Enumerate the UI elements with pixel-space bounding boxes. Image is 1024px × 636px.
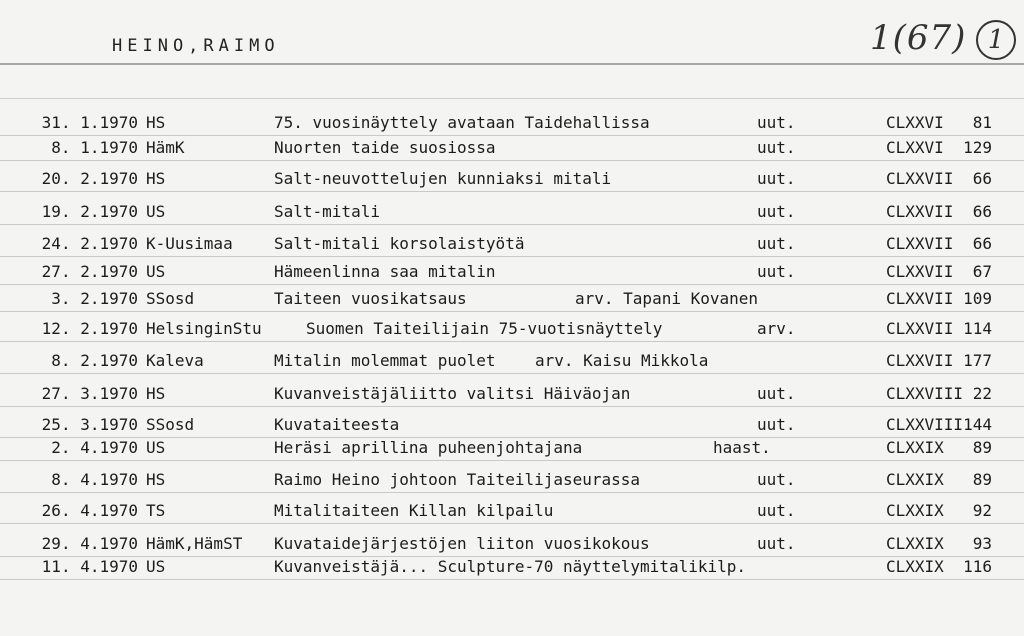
row-rule (0, 160, 1024, 161)
row-rule (0, 406, 1024, 407)
entry-date: 27. 2.1970 (41, 262, 138, 281)
entry-volume: CLXXVII (886, 289, 954, 308)
list-item (0, 110, 1024, 136)
entry-title: Kuvanveistäjäliitto valitsi Häiväojan (274, 384, 631, 403)
entry-type: uut. (757, 262, 796, 281)
header-rule-secondary (0, 98, 1024, 99)
entry-page: 92 (972, 501, 992, 520)
entry-title: Hämeenlinna saa mitalin (274, 262, 496, 281)
entry-page: 114 (963, 319, 992, 338)
entry-date: 3. 2.1970 (51, 289, 138, 308)
entry-source: HS (146, 113, 166, 132)
entry-volume: CLXXVIII (886, 415, 964, 434)
row-rule (0, 579, 1024, 580)
list-item (0, 554, 1024, 580)
entry-page: 177 (963, 351, 992, 370)
list-item (0, 467, 1024, 493)
entry-date: 8. 2.1970 (51, 351, 138, 370)
entry-date: 2. 4.1970 (51, 438, 138, 457)
entry-source: HelsinginStu (146, 319, 262, 338)
list-item (0, 316, 1024, 342)
entry-volume: CLXXVII (886, 351, 954, 370)
list-item (0, 166, 1024, 192)
row-rule (0, 523, 1024, 524)
list-item (0, 199, 1024, 225)
entry-title: Salt-mitali (274, 202, 380, 221)
entry-source: US (146, 438, 166, 457)
entry-date: 29. 4.1970 (41, 534, 138, 553)
entry-type: uut. (757, 113, 796, 132)
entry-source: TS (146, 501, 166, 520)
entry-volume: CLXXIX (886, 534, 944, 553)
entry-title: Salt-neuvottelujen kunniaksi mitali (274, 169, 612, 188)
entry-source: SSosd (146, 289, 195, 308)
entry-page: 22 (972, 384, 992, 403)
row-rule (0, 492, 1024, 493)
entry-type: uut. (757, 501, 796, 520)
entry-type: uut. (757, 470, 796, 489)
list-item (0, 498, 1024, 524)
list-item (0, 435, 1024, 461)
entry-volume: CLXXIX (886, 438, 944, 457)
entry-date: 20. 2.1970 (41, 169, 138, 188)
entry-volume: CLXXVII (886, 202, 954, 221)
entry-date: 19. 2.1970 (41, 202, 138, 221)
entry-type: arv. Tapani Kovanen (575, 289, 759, 308)
entry-title: Mitalin molemmat puolet (274, 351, 496, 370)
card-header-name: HEINO,RAIMO (112, 36, 280, 56)
entry-title: Heräsi aprillina puheenjohtajana (274, 438, 583, 457)
entry-page: 66 (972, 202, 992, 221)
entry-date: 8. 1.1970 (51, 138, 138, 157)
entry-source: HämK,HämST (146, 534, 243, 553)
entry-source: US (146, 262, 166, 281)
card-number: 1(67) (870, 18, 967, 58)
entry-page: 66 (972, 234, 992, 253)
entry-volume: CLXXIX (886, 557, 944, 576)
entry-type: uut. (757, 202, 796, 221)
entry-type: uut. (757, 138, 796, 157)
entry-title: Suomen Taiteilijain 75-vuotisnäyttely (306, 319, 663, 338)
entry-volume: CLXXVII (886, 169, 954, 188)
row-rule (0, 373, 1024, 374)
entry-date: 26. 4.1970 (41, 501, 138, 520)
list-item (0, 348, 1024, 374)
entry-volume: CLXXVI (886, 113, 944, 132)
entry-type: uut. (757, 534, 796, 553)
entry-date: 24. 2.1970 (41, 234, 138, 253)
entry-title: Kuvataiteesta (274, 415, 400, 434)
row-rule (0, 191, 1024, 192)
entry-page: 109 (963, 289, 992, 308)
entry-source: K-Uusimaa (146, 234, 233, 253)
row-rule (0, 224, 1024, 225)
row-rule (0, 460, 1024, 461)
entry-source: HS (146, 169, 166, 188)
entry-page: 89 (972, 438, 992, 457)
header-rule (0, 63, 1024, 65)
entry-title: Nuorten taide suosiossa (274, 138, 496, 157)
list-item (0, 381, 1024, 407)
row-rule (0, 311, 1024, 312)
entry-type: uut. (757, 415, 796, 434)
entry-volume: CLXXVI (886, 138, 944, 157)
entry-title: 75. vuosinäyttely avataan Taidehallissa (274, 113, 650, 132)
list-item (0, 135, 1024, 161)
entry-title: Salt-mitali korsolaistyötä (274, 234, 525, 253)
entry-volume: CLXXIX (886, 501, 944, 520)
card-circle-number: 1 (976, 20, 1016, 60)
entry-type: uut. (757, 384, 796, 403)
entry-type: uut. (757, 169, 796, 188)
entry-source: Kaleva (146, 351, 204, 370)
entry-title: Kuvanveistäjä... Sculpture-70 näyttelymitalikilp. (274, 557, 747, 576)
row-rule (0, 256, 1024, 257)
entry-volume: CLXXIX (886, 470, 944, 489)
entry-date: 27. 3.1970 (41, 384, 138, 403)
entry-page: 89 (972, 470, 992, 489)
entry-page: 81 (972, 113, 992, 132)
entry-type: uut. (757, 234, 796, 253)
entry-source: US (146, 202, 166, 221)
entry-date: 12. 2.1970 (41, 319, 138, 338)
row-rule (0, 284, 1024, 285)
entry-type: arv. Kaisu Mikkola (535, 351, 709, 370)
entry-page: 116 (963, 557, 992, 576)
entry-title: Raimo Heino johtoon Taiteilijaseurassa (274, 470, 641, 489)
list-item (0, 286, 1024, 312)
entry-source: HämK (146, 138, 185, 157)
entry-date: 11. 4.1970 (41, 557, 138, 576)
entry-source: US (146, 557, 166, 576)
entry-page: 66 (972, 169, 992, 188)
entry-page: 129 (963, 138, 992, 157)
row-rule (0, 341, 1024, 342)
entry-page: 144 (963, 415, 992, 434)
entry-page: 67 (972, 262, 992, 281)
entry-volume: CLXXVII (886, 319, 954, 338)
entry-type: arv. (757, 319, 796, 338)
list-item (0, 231, 1024, 257)
entry-page: 93 (972, 534, 992, 553)
entry-date: 31. 1.1970 (41, 113, 138, 132)
entry-date: 25. 3.1970 (41, 415, 138, 434)
entry-title: Kuvataidejärjestöjen liiton vuosikokous (274, 534, 650, 553)
entry-date: 8. 4.1970 (51, 470, 138, 489)
entry-volume: CLXXVIII (886, 384, 964, 403)
entry-source: HS (146, 470, 166, 489)
entry-title: Mitalitaiteen Killan kilpailu (274, 501, 554, 520)
entry-source: SSosd (146, 415, 195, 434)
entry-volume: CLXXVII (886, 234, 954, 253)
entry-type: haast. (713, 438, 771, 457)
list-item (0, 259, 1024, 285)
entry-volume: CLXXVII (886, 262, 954, 281)
entry-source: HS (146, 384, 166, 403)
entry-title: Taiteen vuosikatsaus (274, 289, 467, 308)
